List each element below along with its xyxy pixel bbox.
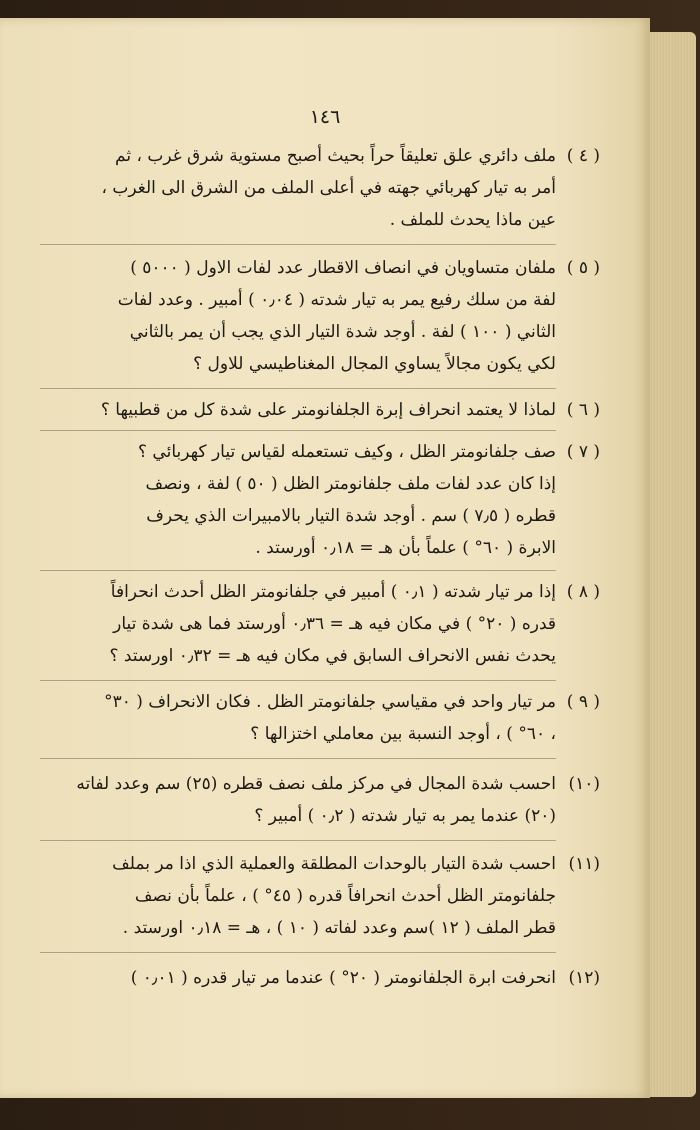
problem-number: ( ٤ ) [566, 146, 600, 166]
problem-line: أمر به تيار كهربائي جهته في أعلى الملف من الشرق الى الغرب ، [101, 178, 556, 198]
problem-text [40, 576, 556, 672]
problem-text [40, 140, 556, 236]
problem-line: عين ماذا يحدث للملف . [389, 210, 556, 230]
problem-text [40, 962, 556, 994]
problem-line: الابرة ( ٦٠° ) علماً بأن هـ = ٠٫١٨ أورستد . [255, 538, 556, 558]
problem-line: لماذا لا يعتمد انحراف إبرة الجلفانومتر على شدة كل من قطبيها ؟ [100, 400, 556, 420]
problem-number: (١٢) [568, 968, 600, 988]
divider [40, 388, 556, 389]
problem-number: ( ٥ ) [566, 258, 600, 278]
problem-line: مر تيار واحد في مقياسي جلفانومتر الظل . فكان الانحراف ( ٣٠° [104, 692, 556, 712]
page-edges [648, 32, 696, 1097]
problem-text [40, 686, 556, 750]
problem-line: ملف دائري علق تعليقاً حراً بحيث أصبح مستوية شرق غرب ، ثم [115, 146, 556, 166]
divider [40, 680, 556, 681]
problem-line: قطره ( ٧٫٥ ) سم . أوجد شدة التيار بالامبيرات الذي يحرف [146, 506, 556, 526]
problem-line: إذا مر تيار شدته ( ٠٫١ ) أمبير في جلفانومتر الظل أحدث انحرافاً [110, 582, 556, 602]
problem-line: احسب شدة التيار بالوحدات المطلقة والعملية الذي اذا مر بملف [112, 854, 556, 874]
page-number: ١٤٦ [309, 106, 341, 128]
problem-line: احسب شدة المجال في مركز ملف نصف قطره (٢٥) سم وعدد لفاته [76, 774, 556, 794]
divider [40, 430, 556, 431]
problem-number: ( ٧ ) [566, 442, 600, 462]
problem-line: لكي يكون مجالاً يساوي المجال المغناطيسي للاول ؟ [193, 354, 556, 374]
problem-line: صف جلفانومتر الظل ، وكيف تستعمله لقياس تيار كهربائي ؟ [138, 442, 556, 462]
divider [40, 758, 556, 759]
problem-line: ملفان متساويان في انصاف الاقطار عدد لفات الاول ( ٥٠٠٠ ) [130, 258, 556, 278]
problem-line: إذا كان عدد لفات ملف جلفانومتر الظل ( ٥٠ ) لفة ، ونصف [145, 474, 556, 494]
problem-line: ، ٦٠° ) ، أوجد النسبة بين معاملي اختزالها ؟ [250, 724, 556, 744]
problem-number: ( ٨ ) [566, 582, 600, 602]
problem-line: يحدث نفس الانحراف السابق في مكان فيه هـ = ٠٫٣٢ اورستد ؟ [109, 646, 556, 666]
problem-text [40, 768, 556, 832]
problem-line: لفة من سلك رفيع يمر به تيار شدته ( ٠٫٠٤ ) أمبير . وعدد لفات [117, 290, 556, 310]
divider [40, 952, 556, 953]
problem-text [40, 394, 556, 426]
problem-text [40, 848, 556, 944]
divider [40, 244, 556, 245]
problem-text [40, 252, 556, 380]
problem-number: (١١) [568, 854, 600, 874]
problems-list [40, 140, 600, 1100]
problem-line: انحرفت ابرة الجلفانومتر ( ٢٠° ) عندما مر تيار قدره ( ٠٫٠١ ) [130, 968, 556, 988]
problem-line: الثاني ( ١٠٠ ) لفة . أوجد شدة التيار الذي يجب أن يمر بالثاني [129, 322, 556, 342]
problem-number: (١٠) [568, 774, 600, 794]
problem-text [40, 436, 556, 564]
problem-line: قدره ( ٢٠° ) في مكان فيه هـ = ٠٫٣٦ أورستد فما هى شدة تيار [113, 614, 556, 634]
problem-number: ( ٩ ) [566, 692, 600, 712]
problem-line: قطر الملف ( ١٢ )سم وعدد لفاته ( ١٠ ) ، هـ = ٠٫١٨ اورستد . [122, 918, 556, 938]
problem-line: جلفانومتر الظل أحدث انحرافاً قدره ( ٤٥° ) ، علماً بأن نصف [134, 886, 556, 906]
problem-line: (٢٠) عندما يمر به تيار شدته ( ٠٫٢ ) أمبير ؟ [254, 806, 556, 826]
divider [40, 570, 556, 571]
divider [40, 840, 556, 841]
problem-number: ( ٦ ) [566, 400, 600, 420]
